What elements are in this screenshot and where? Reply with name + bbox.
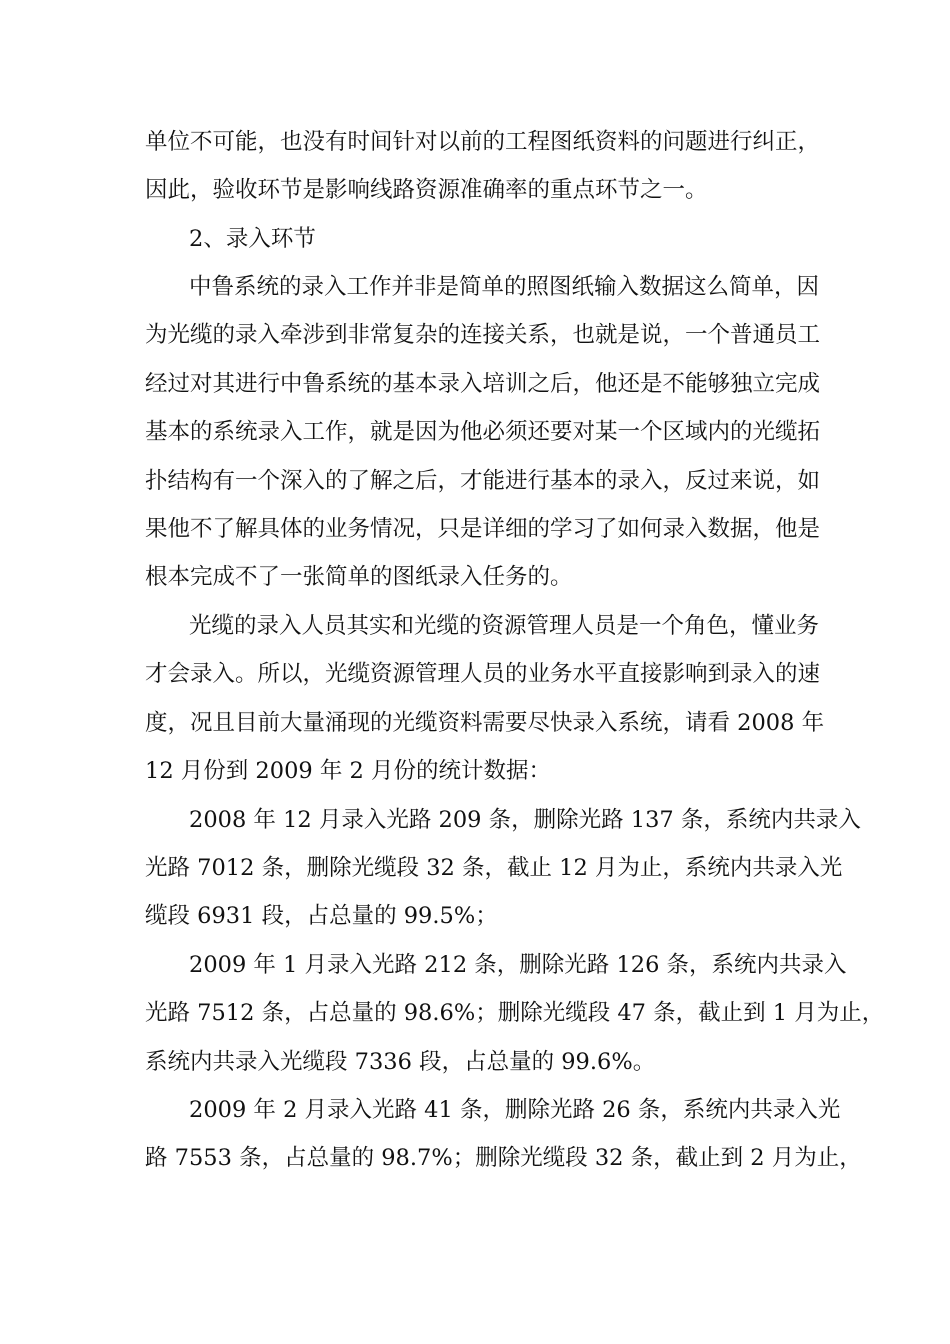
text-line: 2008 年 12 月录入光路 209 条，删除光路 137 条，系统内共录入	[189, 807, 861, 833]
text-line: 果他不了解具体的业务情况，只是详细的学习了如何录入数据，他是	[145, 516, 821, 542]
text-line: 缆段 6931 段，占总量的 99.5%；	[145, 903, 498, 929]
text-line: 度，况且目前大量涌现的光缆资料需要尽快录入系统，请看 2008 年	[145, 710, 825, 736]
text-line: 才会录入。所以，光缆资源管理人员的业务水平直接影响到录入的速	[145, 661, 821, 687]
text-line: 光路 7012 条，删除光缆段 32 条，截止 12 月为止，系统内共录入光	[145, 855, 843, 881]
text-line: 路 7553 条，占总量的 98.7%；删除光缆段 32 条，截止到 2 月为止，	[145, 1145, 862, 1171]
text-line: 根本完成不了一张简单的图纸录入任务的。	[145, 564, 573, 590]
text-line: 经过对其进行中鲁系统的基本录入培训之后，他还是不能够独立完成	[145, 371, 821, 397]
text-line: 为光缆的录入牵涉到非常复杂的连接关系，也就是说，一个普通员工	[145, 322, 821, 348]
text-line: 扑结构有一个深入的了解之后，才能进行基本的录入，反过来说，如	[145, 468, 821, 494]
text-line: 光路 7512 条，占总量的 98.6%；删除光缆段 47 条，截止到 1 月为止，	[145, 1000, 885, 1026]
text-line: 2009 年 2 月录入光路 41 条，删除光路 26 条，系统内共录入光	[189, 1097, 841, 1123]
text-line: 12 月份到 2009 年 2 月份的统计数据：	[145, 758, 551, 784]
text-line: 基本的系统录入工作，就是因为他必须还要对某一个区域内的光缆拓	[145, 419, 821, 445]
text-line: 单位不可能，也没有时间针对以前的工程图纸资料的问题进行纠正，	[145, 129, 821, 155]
section-heading: 2、录入环节	[189, 226, 316, 252]
text-line: 2009 年 1 月录入光路 212 条，删除光路 126 条，系统内共录入	[189, 952, 847, 978]
text-line: 因此，验收环节是影响线路资源准确率的重点环节之一。	[145, 177, 708, 203]
text-line: 中鲁系统的录入工作并非是简单的照图纸输入数据这么简单，因	[189, 274, 820, 300]
text-line: 光缆的录入人员其实和光缆的资源管理人员是一个角色，懂业务	[189, 613, 820, 639]
text-line: 系统内共录入光缆段 7336 段，占总量的 99.6%。	[145, 1049, 656, 1075]
